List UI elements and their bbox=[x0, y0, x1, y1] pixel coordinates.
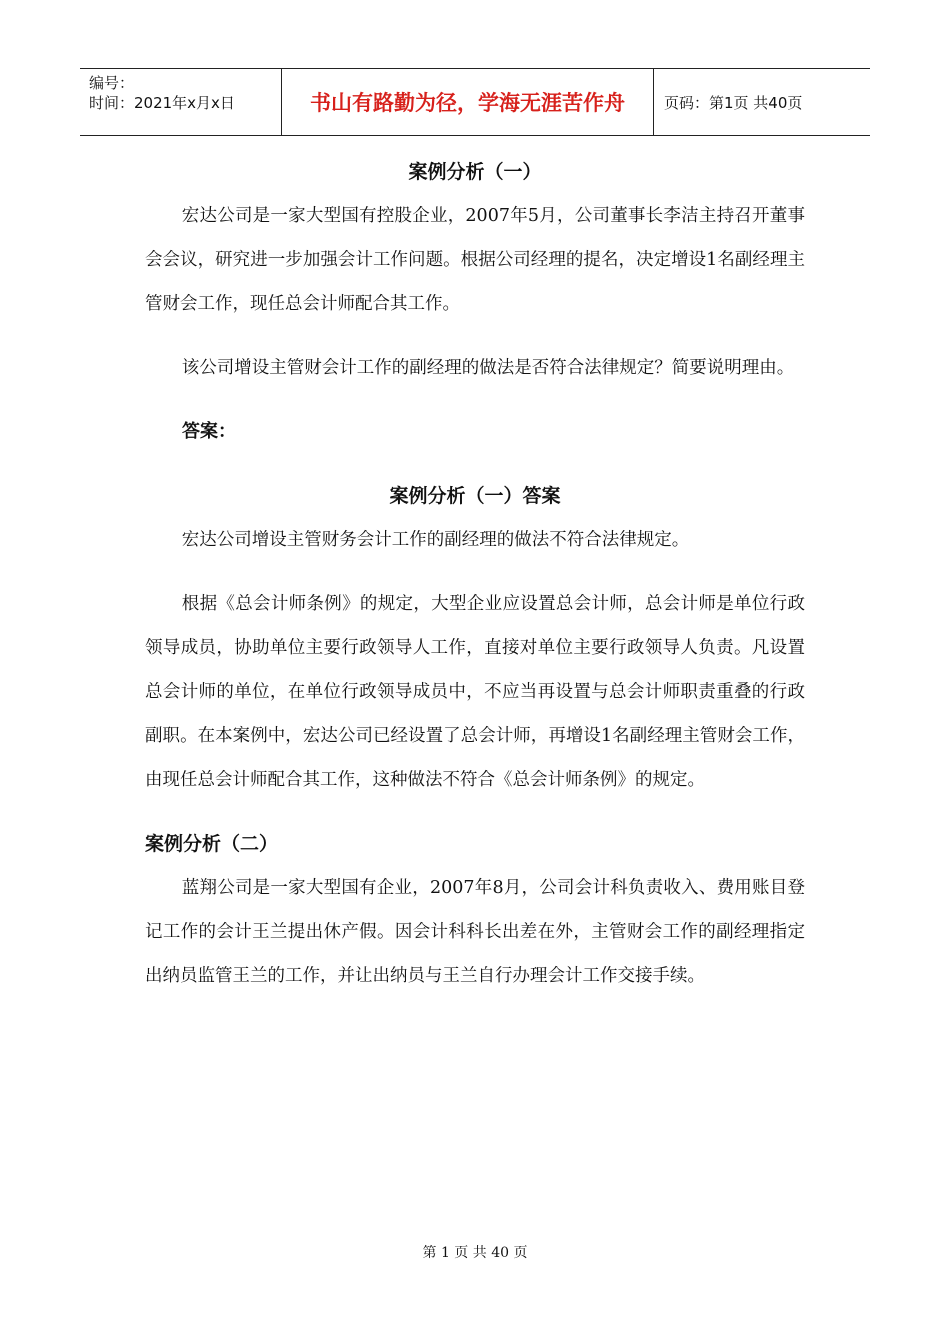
header-meta bbox=[80, 69, 282, 135]
header-motto: 书山有路勤为径，学海无涯苦作舟 bbox=[282, 69, 654, 135]
case1-title: 案例分析（一） bbox=[408, 161, 542, 183]
case1-paragraph: 宏达公司是一家大型国有控股企业，2007年5月，公司董事长李洁主持召开董事会会议，研究进一步加强会计工作问题。根据公司经理的提名，决定增设1名副经理主管财会工作，现任总会计师配合其工作。 bbox=[145, 206, 805, 314]
header-number-label: 编号： bbox=[89, 74, 135, 92]
answer1-paragraph2: 根据《总会计师条例》的规定，大型企业应设置总会计师，总会计师是单位行政领导成员，协助单位主要行政领导人工作，直接对单位主要行政领导人负责。凡设置总会计师的单位，在单位行政领导成员中，不应当再设置与总会计师职责重叠的行政副职。在本案例中，宏达公司已经设置了总会计师，再增设1名副经理主管财会工作，由现任总会计师配合其工作，这种做法不符合《总会计师条例》的规定。 bbox=[145, 594, 805, 790]
page-header bbox=[80, 68, 870, 136]
document-body bbox=[145, 150, 805, 998]
case2-paragraph: 蓝翔公司是一家大型国有企业，2007年8月，公司会计科负责收入、费用账目登记工作的会计王兰提出休产假。因会计科科长出差在外，主管财会工作的副经理指定出纳员监管王兰的工作，并让出纳员与王兰自行办理会计工作交接手续。 bbox=[145, 878, 805, 986]
case2-title: 案例分析（二） bbox=[145, 833, 279, 855]
header-page-info: 页码：第1页 共40页 bbox=[664, 93, 803, 112]
answer1-paragraph1: 宏达公司增设主管财务会计工作的副经理的做法不符合法律规定。 bbox=[181, 530, 690, 550]
answer1-title: 案例分析（一）答案 bbox=[389, 485, 561, 507]
case1-answer-label: 答案： bbox=[182, 421, 236, 442]
header-time-label: 时间：2021年x月x日 bbox=[89, 94, 235, 112]
case1-question: 该公司增设主管财会计工作的副经理的做法是否符合法律规定？简要说明理由。 bbox=[181, 358, 795, 378]
page-footer: 第 1 页 共 40 页 bbox=[422, 1245, 528, 1261]
